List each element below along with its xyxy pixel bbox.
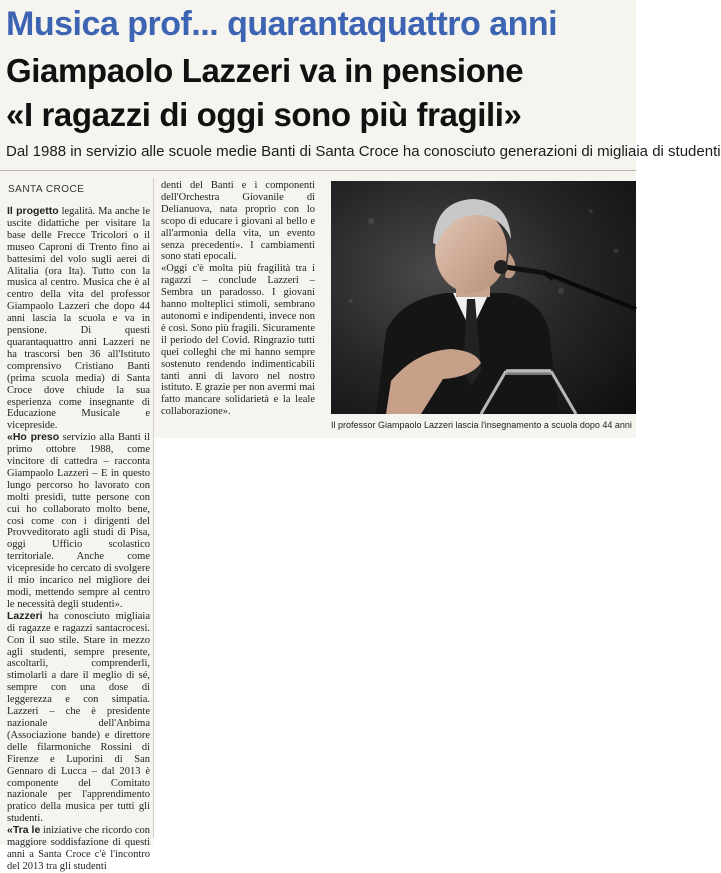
- paragraph: [7, 825, 150, 873]
- section-label: SANTA CROCE: [8, 184, 85, 195]
- column-divider: [153, 178, 154, 838]
- paragraph-text: «Oggi c'è molta più fragilità tra i ragazzi – conclude Lazzeri – Sembra un paradosso. I giovani hanno molteplici stimoli, sembrano autonomi e indipendenti, invece non è così. Sono più fragili. Sicuramente il periodo del Covid. Ringrazio tutti quei colleghi che mi hanno sempre sostenuto rendendo indimenticabili tanti anni di lavoro nel nostro istituto. E grazie per non avermi mai fatto mancare solidarietà e la leale collaborazione».: [161, 263, 315, 418]
- article-column-2: [161, 180, 315, 430]
- divider: [0, 170, 636, 171]
- paragraph-text: iniziative che ricordo con maggiore soddisfazione di questi anni a Santa Croce c'è l'incontro del 2013 tra gli studenti: [7, 825, 150, 872]
- subheadline: Dal 1988 in servizio alle scuole medie Banti di Santa Croce ha conosciuto generazioni di migliaia di studenti: [6, 143, 721, 160]
- article-column-1: [7, 205, 150, 872]
- lead-word: «Tra le: [7, 824, 41, 837]
- photo-illustration: [331, 181, 636, 414]
- lead-word: Il progetto: [7, 205, 59, 217]
- headline-line-1: Giampaolo Lazzeri va in pensione: [6, 52, 524, 89]
- paragraph-text: denti del Banti e i componenti dell'Orchestra Giovanile di Delianuova, nata proprio con lo scopo di educare i giovani al bello e all'armonia della vita, un evento senza precedenti». I cambiamenti sono stati epocali.: [161, 180, 315, 263]
- paragraph: [7, 432, 150, 611]
- headline-line-2: «I ragazzi di oggi sono più fragili»: [6, 96, 522, 133]
- lead-word: «Ho preso: [7, 431, 60, 444]
- kicker-headline: Musica prof... quarantaquattro anni: [6, 5, 558, 43]
- blank-area: [153, 438, 636, 845]
- paragraph-text: servizio alla Banti il primo ottobre 1988, come vincitore di cattedra – racconta Giampaolo Lazzeri – E in questo lungo percorso ho lavorato con molti presidi, tutte persone con cui ho collaborato molto bene, così come con i dirigenti del Provveditorato agli studi di Pisa, oggi Ufficio scolastico territoriale. Anche come vicepreside ho cercato di svolgere il mio incarico nel migliore dei modi, mettendo sempre al centro le necessità degli studenti».: [7, 432, 150, 610]
- photo-caption: Il professor Giampaolo Lazzeri lascia l'insegnamento a scuola dopo 44 anni: [331, 420, 632, 430]
- paragraph: [7, 611, 150, 825]
- paragraph: [7, 206, 150, 432]
- paragraph-text: ha conosciuto migliaia di ragazze e ragazzi santacrocesi. Con il suo stile. Stare in mezzo agli studenti, sempre presente, ascoltarli, comprenderli, stimolarli a dare il meglio di sé, sempre con una dose di leggerezza e con simpatia. Lazzeri – che è presidente nazionale dell'Anbima (Associazione bande) e direttore delle filarmoniche Rossini di Firenze e Luporini di San Gennaro di Lucca – dal 2013 è componente del Comitato nazionale per l'apprendimento pratico della musica per tutti gli studenti.: [7, 610, 150, 825]
- article-photo: [331, 181, 636, 414]
- lead-word: Lazzeri: [7, 609, 43, 622]
- paragraph-text: legalità. Ma anche le uscite didattiche per visitare la base delle Frecce Tricolori o il museo Caproni di Trento fino ai battesimi del volo sugli aerei di Alitalia (ora Ita). Tutto con la musica al centro. Musica che è al centro della vita del professor Giampaolo Lazzeri che dopo 44 anni lascia la scuola e va in pensione. Di questi quarantaquattro anni Lazzeri ne ha trascorsi ben 36 all'Istituto comprensivo Cristiano Banti (prima scuola media) di Santa Croce dove chiude la sua esperienza come insegnante di Educazione Musicale e vicepreside.: [7, 206, 150, 432]
